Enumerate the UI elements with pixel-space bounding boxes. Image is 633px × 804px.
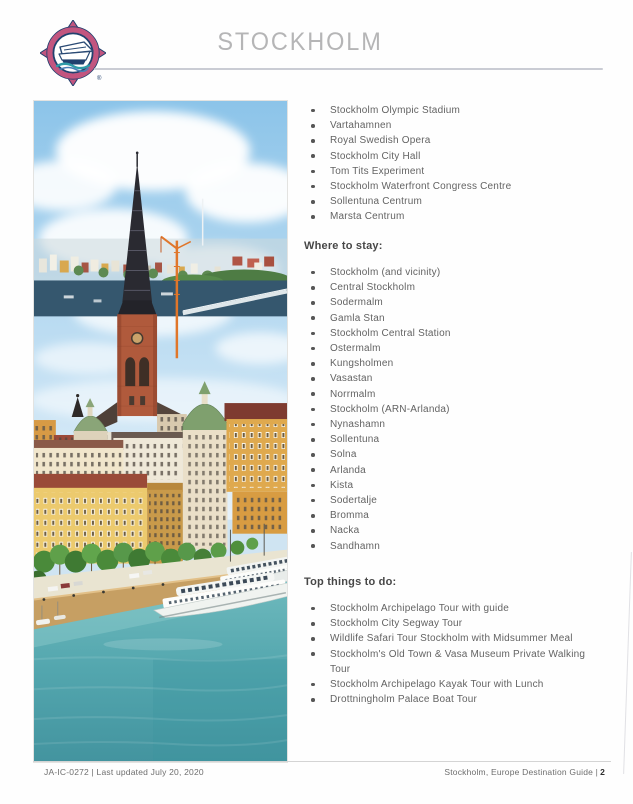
list-item: Nynashamn <box>303 417 595 432</box>
list-item: Kungsholmen <box>303 356 595 371</box>
list-item: Sollentuna <box>303 432 595 447</box>
list-item: Stockholm Central Station <box>303 326 595 341</box>
top-things-list <box>303 601 595 707</box>
list-item: Wildlife Safari Tour Stockholm with Midsummer Meal <box>303 631 595 646</box>
list-item: Drottningholm Palace Boat Tour <box>303 692 595 707</box>
list-item: Sandhamn <box>303 539 595 554</box>
list-item: Vartahamnen <box>303 118 595 133</box>
list-item: Stockholm (ARN-Arlanda) <box>303 402 595 417</box>
list-item: Norrmalm <box>303 387 595 402</box>
scan-artifact-line <box>623 552 632 774</box>
top-things-heading: Top things to do: <box>304 576 397 588</box>
list-item: Stockholm Archipelago Tour with guide <box>303 601 595 616</box>
list-item: Ostermalm <box>303 341 595 356</box>
footer-guide-text: Stockholm, Europe Destination Guide | <box>444 767 599 777</box>
where-to-stay-list <box>303 265 595 554</box>
list-item: Solna <box>303 447 595 462</box>
footer-guide-label <box>444 767 605 777</box>
list-item: Stockholm Olympic Stadium <box>303 103 595 118</box>
list-item: Bromma <box>303 508 595 523</box>
list-item: Arlanda <box>303 463 595 478</box>
where-to-stay-heading: Where to stay: <box>304 240 383 252</box>
list-item: Royal Swedish Opera <box>303 133 595 148</box>
list-item: Central Stockholm <box>303 280 595 295</box>
page-number: 2 <box>600 767 605 777</box>
list-item: Sodertalje <box>303 493 595 508</box>
page-title: STOCKHOLM <box>217 28 383 56</box>
list-item: Sollentuna Centrum <box>303 194 595 209</box>
list-item: Stockholm City Segway Tour <box>303 616 595 631</box>
list-item: Stockholm's Old Town & Vasa Museum Private Walking Tour <box>303 647 595 677</box>
list-item: Marsta Centrum <box>303 209 595 224</box>
list-item: Sodermalm <box>303 295 595 310</box>
list-item: Stockholm Waterfront Congress Centre <box>303 179 595 194</box>
list-item: Tom Tits Experiment <box>303 164 595 179</box>
list-item: Gamla Stan <box>303 311 595 326</box>
footer-doc-id: JA-IC-0272 | Last updated July 20, 2020 <box>44 767 204 777</box>
list-item: Stockholm (and vicinity) <box>303 265 595 280</box>
list-item: Stockholm Archipelago Kayak Tour with Lunch <box>303 677 595 692</box>
harbor-water-band <box>34 280 287 316</box>
attractions-list <box>303 103 595 225</box>
footer-divider <box>33 761 611 762</box>
list-item: Vasastan <box>303 371 595 386</box>
list-item: Nacka <box>303 523 595 538</box>
list-item: Kista <box>303 478 595 493</box>
main-content <box>303 0 618 804</box>
stockholm-photo <box>33 100 288 763</box>
registered-mark: ® <box>97 76 102 82</box>
list-item: Stockholm City Hall <box>303 149 595 164</box>
